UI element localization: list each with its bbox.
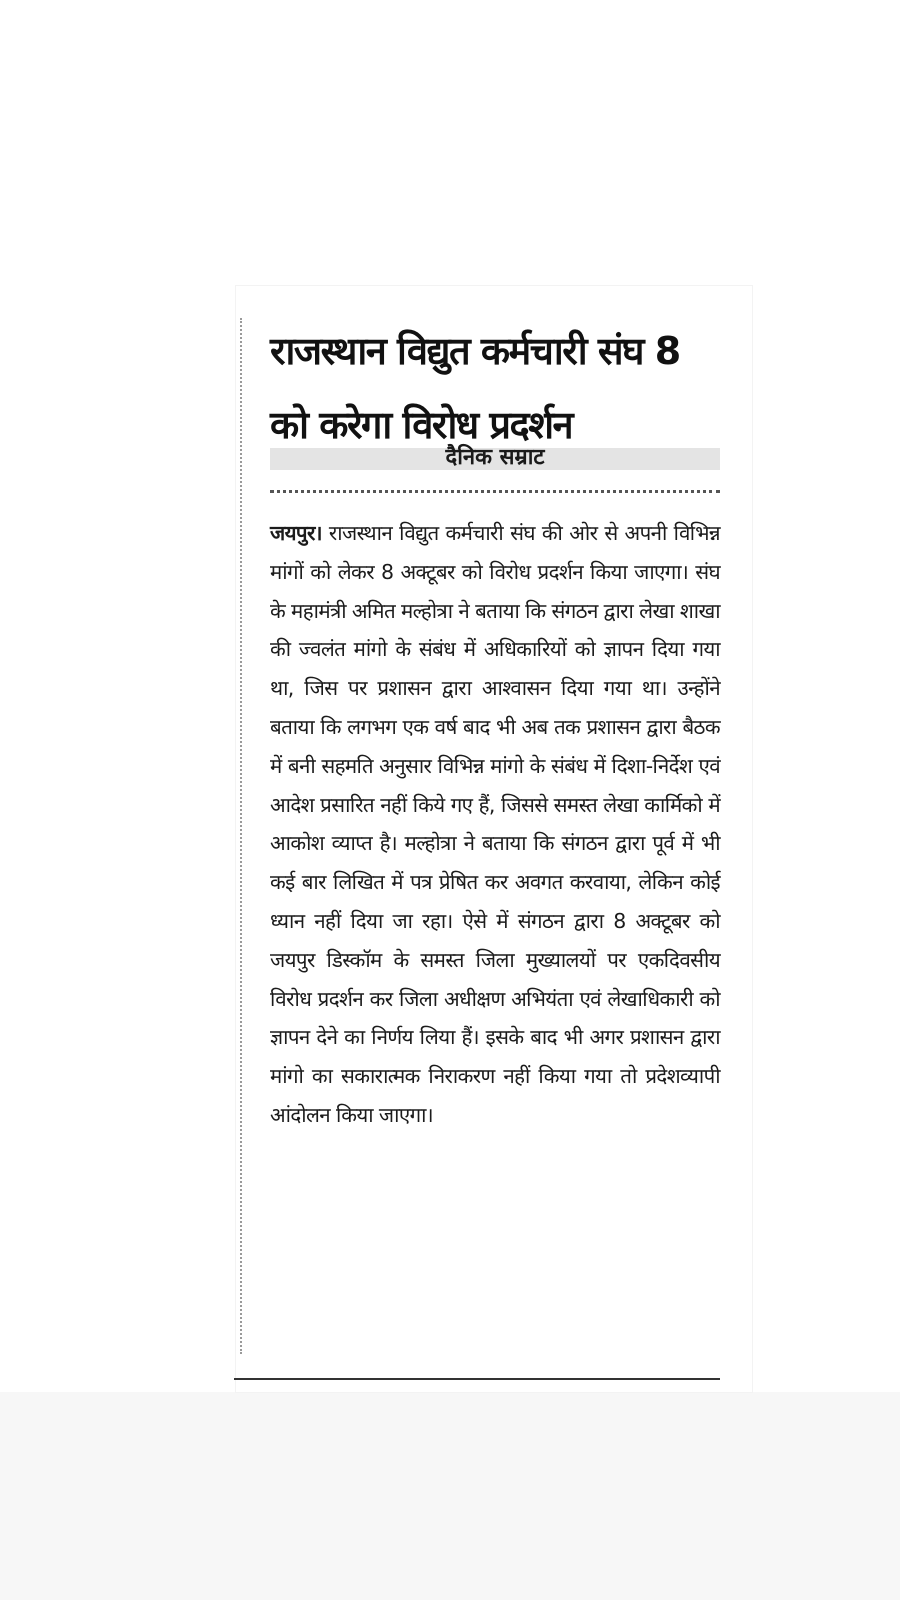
dotted-divider xyxy=(270,490,720,493)
newspaper-clipping xyxy=(236,286,752,1392)
article-body xyxy=(270,514,720,1135)
column-divider xyxy=(240,318,242,1354)
newspaper-source: दैनिक सम्राट xyxy=(445,445,545,470)
dateline: जयपुर। xyxy=(270,521,322,545)
article-text: राजस्थान विद्युत कर्मचारी संघ की ओर से अपनी विभिन्न मांगों को लेकर 8 अक्टूबर को विरोध प्रदर्शन किया जाएगा। संघ के महामंत्री अमित मल्होत्रा ने बताया कि संगठन द्वारा लेखा शाखा की ज्वलंत मांगो के संबंध में अधिकारियों को ज्ञापन दिया गया था, जिस पर प्रशासन द्वारा आश्वासन दिया गया था। उन्होंने बताया कि लगभग एक वर्ष बाद भी अब तक प्रशासन द्वारा बैठक में बनी सहमति अनुसार विभिन्न मांगो के संबंध में दिशा-निर्देश एवं आदेश प्रसारित नहीं किये गए हैं, जिससे समस्त लेखा कार्मिको में आकोश व्याप्त है। मल्होत्रा ने बताया कि संगठन द्वारा पूर्व में भी कई बार लिखित में पत्र प्रेषित कर अवगत करवाया, लेकिन कोई ध्यान नहीं दिया जा रहा। ऐसे में संगठन द्वारा 8 अक्टूबर को जयपुर डिस्कॉम के समस्त जिला मुख्यालयों पर एकदिवसीय विरोध प्रदर्शन कर जिला अधीक्षण अभियंता एवं लेखाधिकारी को ज्ञापन देने का निर्णय लिया हैं। इसके बाद भी अगर प्रशासन द्वारा मांगो का सकारात्मक निराकरण नहीं किया गया तो प्रदेशव्यापी आंदोलन किया जाएगा। xyxy=(270,521,720,1127)
background-band xyxy=(0,1392,900,1600)
article-headline: राजस्थान विद्युत कर्मचारी संघ 8 को करेगा विरोध प्रदर्शन xyxy=(270,329,680,447)
bottom-divider xyxy=(234,1378,720,1380)
